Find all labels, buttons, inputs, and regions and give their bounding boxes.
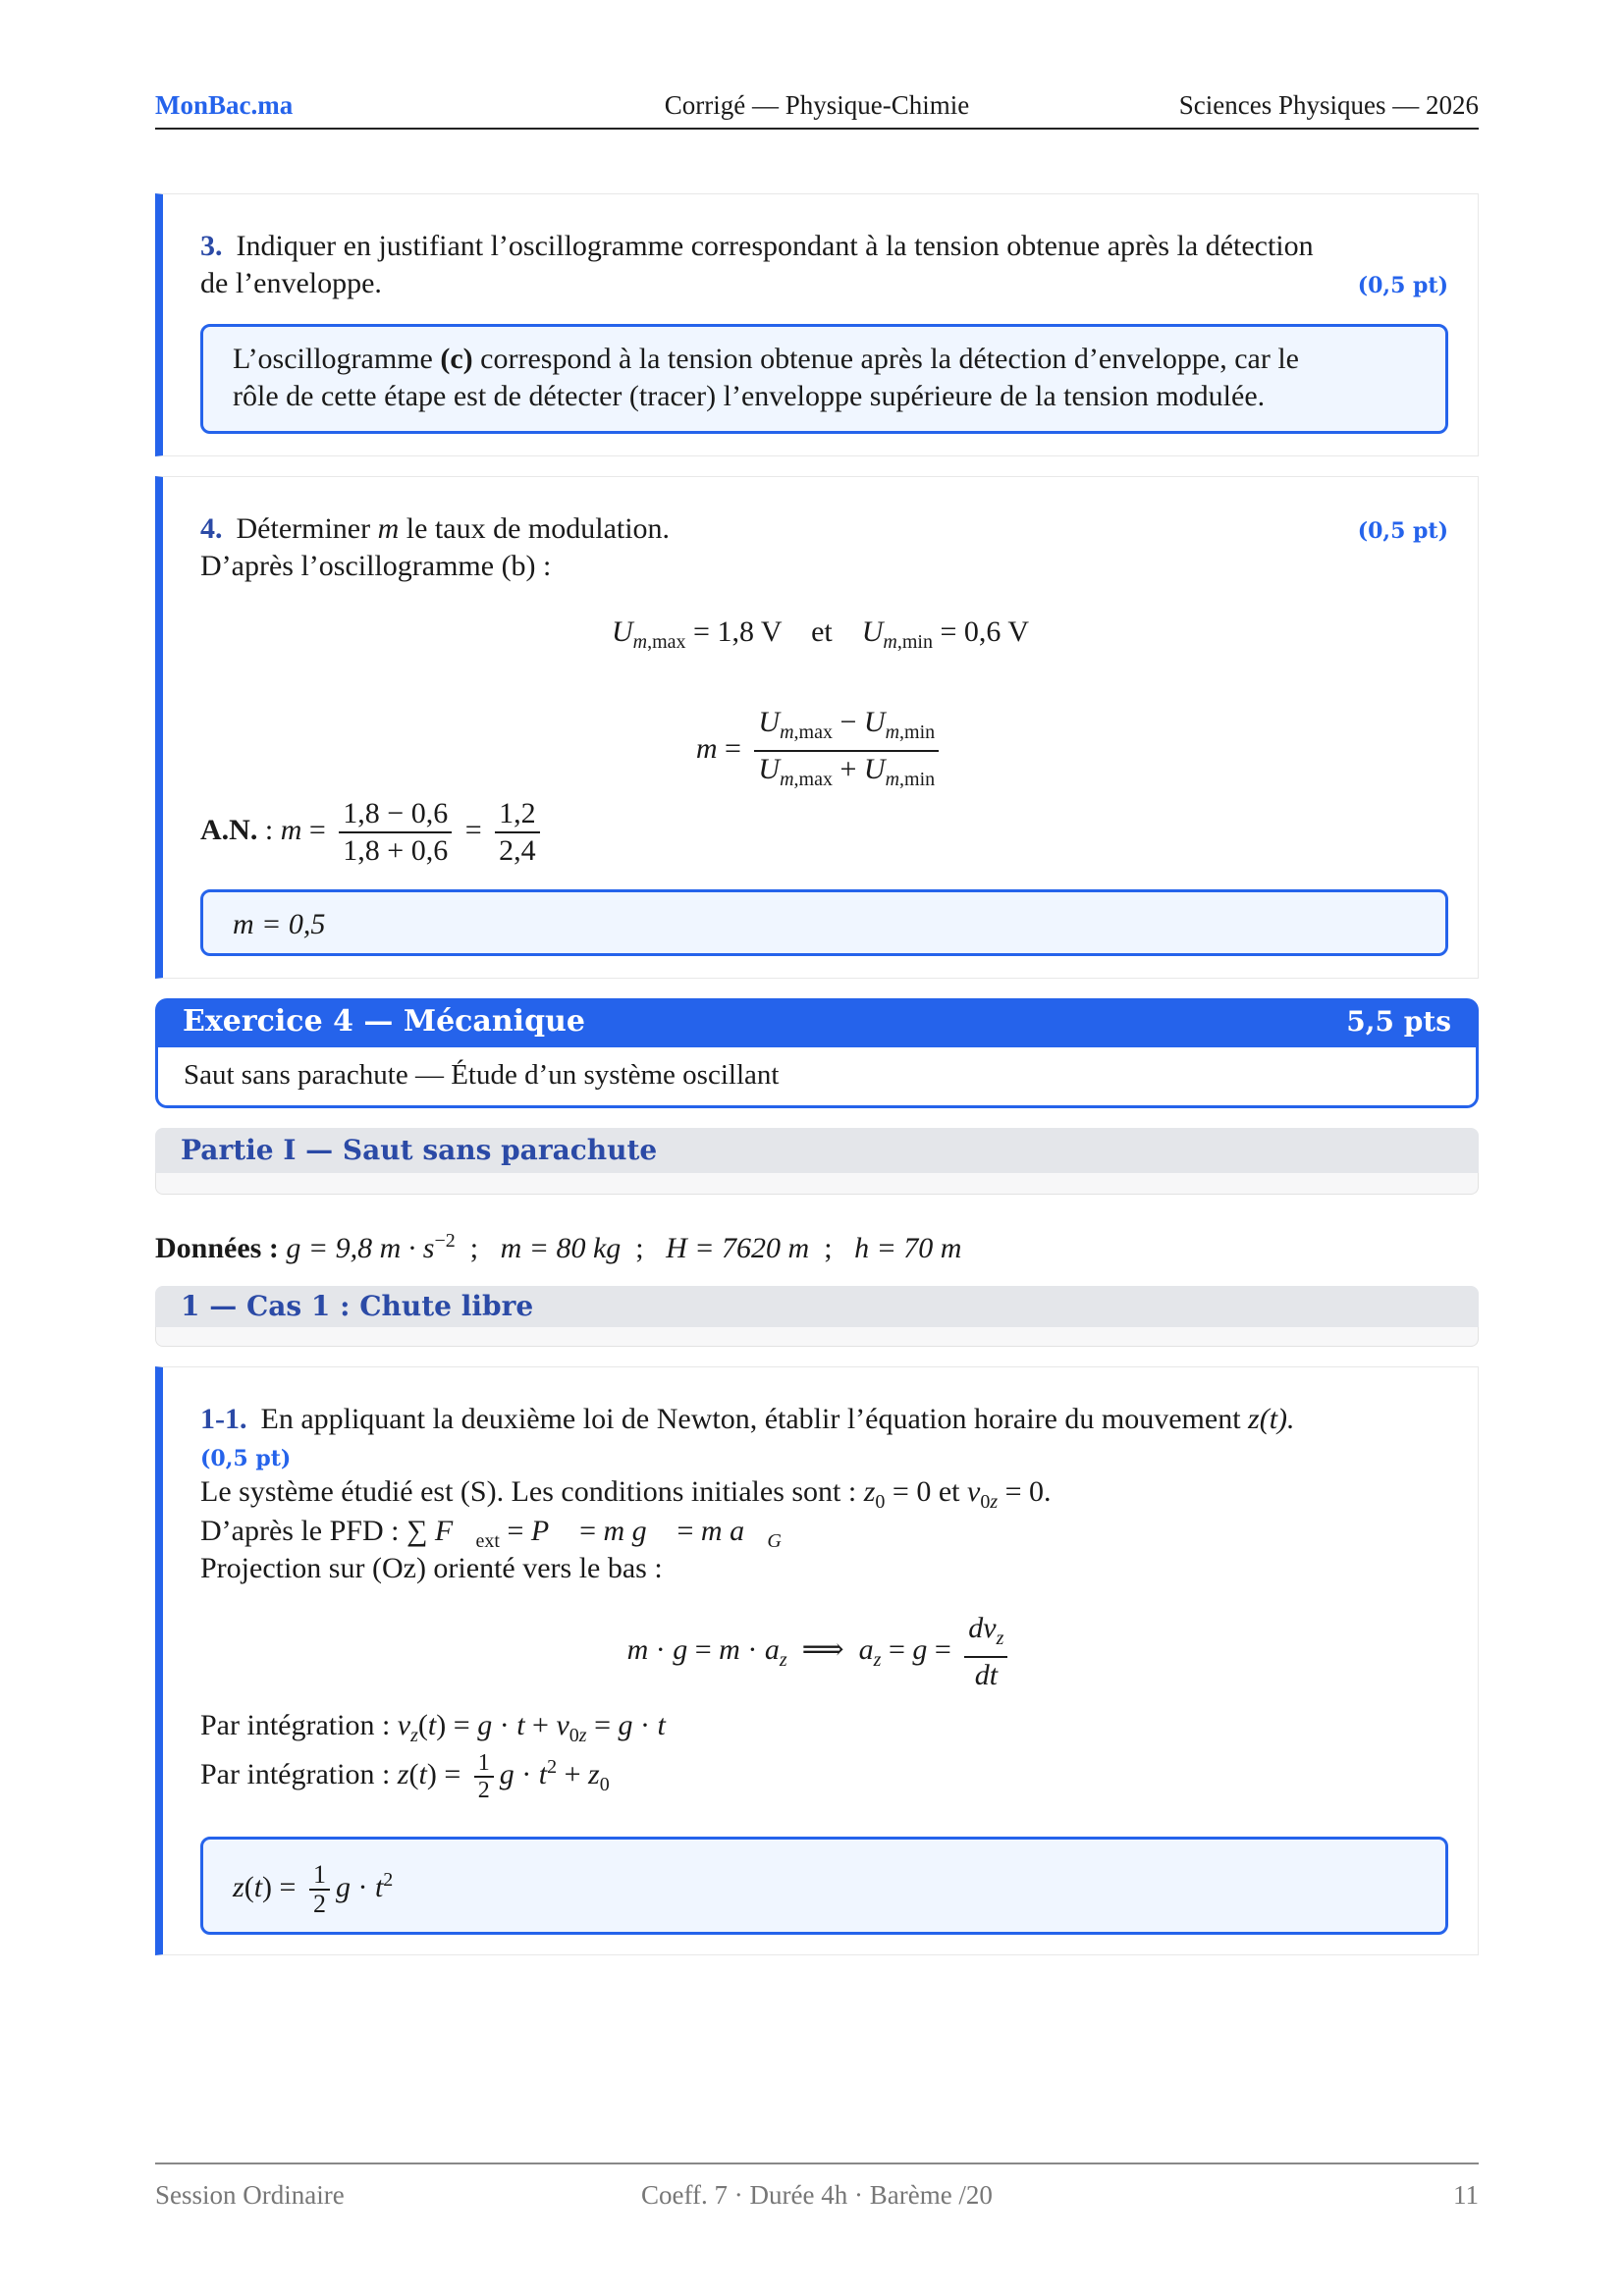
answer-highlight: (c)	[440, 343, 473, 375]
part-heading	[155, 1128, 1479, 1173]
page-header	[155, 90, 1479, 130]
zt-expression: z(t).	[1248, 1403, 1295, 1435]
initial-conditions: Le système étudié est (S). Les conditions initiales sont : $z_0 = 0$ et $v_{0z} = 0$.	[200, 1475, 1052, 1513]
question-number: 1-1.	[200, 1403, 247, 1435]
projection-line	[200, 1550, 1448, 1587]
given-data-line: Données : g = 9,8 $m \cdot s^{-2}$ ; m = 80 kg ; H = 7620 m ; h = 70 m	[155, 1230, 962, 1264]
result-box	[200, 889, 1448, 956]
data-m: m = 80 kg	[500, 1232, 622, 1264]
data-source-text: D’après l’oscillogramme (b) :	[200, 550, 552, 582]
projection-text: Projection sur (Oz) orienté vers le bas :	[200, 1552, 663, 1584]
data-label: Données :	[155, 1232, 279, 1264]
session-label: Session Ordinaire	[155, 2180, 345, 2210]
and-word: et	[811, 615, 833, 648]
section-year: Sciences Physiques — 2026	[1178, 90, 1479, 120]
result-text: m = 0,5	[233, 908, 326, 940]
case-title: 1 — Cas 1 : Chute libre	[181, 1290, 534, 1322]
initial-conditions-text: Le système étudié est (S). Les conditions initiales sont :	[200, 1475, 857, 1508]
case-heading	[155, 1286, 1479, 1327]
answer-text-cont: correspond à la tension obtenue après la détection d’enveloppe, car le	[480, 343, 1299, 375]
question-3-box	[155, 193, 1479, 456]
an-numerator: 1,8 − 0,6	[339, 796, 452, 833]
answer-text: L’oscillogramme	[233, 343, 433, 375]
question-1-1-text	[200, 1401, 1448, 1438]
result-box: z(t) = $\frac{1}{2}$ $g \cdot t^2$	[200, 1837, 1448, 1935]
question-4-text-line1	[200, 510, 1448, 548]
data-g-exponent: −2	[434, 1230, 456, 1252]
document-title: Corrigé — Physique-Chimie	[664, 90, 970, 120]
part-title: Partie I — Saut sans parachute	[181, 1134, 658, 1166]
question-text-cont: de l’enveloppe.	[200, 267, 382, 299]
question-3-text-line2	[200, 265, 1448, 302]
exam-info: Coeff. 7 · Durée 4h · Barème /20	[641, 2180, 993, 2210]
page-footer	[155, 2163, 1479, 2210]
question-number: 4.	[200, 512, 223, 545]
measured-values-equation: $U_{m,max} = 1,8$ V et $U_{m,min} = 0,6$ V	[611, 615, 1030, 653]
velocity-integration: Par intégration : $v_z(t) = g \cdot t + v_{0z} = g \cdot t$	[200, 1709, 666, 1746]
case-body	[155, 1327, 1479, 1347]
question-4-text-line2	[200, 548, 1448, 585]
an-denominator-2: 2,4	[499, 834, 536, 867]
data-H: H = 7620 m	[666, 1232, 810, 1264]
umax-value: 1,8 V	[717, 615, 783, 648]
exercise-points: 5,5 pts	[1346, 1005, 1451, 1038]
question-3-text-line1	[200, 228, 1448, 265]
data-h: h = 70 m	[854, 1232, 962, 1264]
question-text: En appliquant la deuxième loi de Newton, établir l’équation horaire du mouvement	[260, 1403, 1241, 1435]
answer-text-line2: rôle de cette étape est de détecter (tracer) l’enveloppe supérieure de la tension modulée.	[233, 380, 1266, 412]
points-badge: (0,5 pt)	[200, 1446, 292, 1471]
pfd-label: D’après le PFD :	[200, 1515, 400, 1547]
an-label: A.N.	[200, 813, 258, 846]
exercise-subtitle-box	[155, 1047, 1479, 1108]
question-4-box	[155, 476, 1479, 979]
exercise-subtitle: Saut sans parachute — Étude d’un système oscillant	[184, 1059, 780, 1091]
position-integration: Par intégration : z(t) = $\frac{1}{2}$ $g \cdot t^2 + z_0$	[200, 1750, 610, 1804]
points-badge: (0,5 pt)	[1357, 518, 1448, 544]
modulation-formula: m = $\frac{U_{m,max} - U_{m,min}}{U_{m,max} + U_{m,min}}$	[163, 705, 1478, 797]
variable-m: m	[377, 512, 400, 545]
answer-box	[200, 324, 1448, 434]
an-numerator-2: 1,2	[495, 796, 540, 833]
question-text-end: le taux de modulation.	[406, 512, 671, 545]
site-name[interactable]: MonBac.ma	[155, 90, 294, 120]
question-number: 3.	[200, 230, 223, 262]
exercise-header	[155, 998, 1479, 1047]
data-g: g = 9,8 m · s	[286, 1232, 435, 1264]
integration-label-2: Par intégration :	[200, 1758, 391, 1790]
numerical-application: A.N. : m = $\frac{1,8 - 0,6}{1,8 + 0,6}$ = $\frac{1,2}{2,4}$	[200, 796, 1448, 869]
pfd-line: D’après le PFD : ∑ $F⃗_{ext}$ = P⃗ = m g⃗ = m $a⃗_G$	[200, 1515, 782, 1552]
question-1-1-box	[155, 1366, 1479, 1955]
an-denominator: 1,8 + 0,6	[343, 834, 449, 867]
question-text: Indiquer en justifiant l’oscillogramme correspondant à la tension obtenue après la détection	[236, 230, 1314, 262]
exercise-title: Exercice 4 — Mécanique	[183, 1004, 585, 1039]
integration-label: Par intégration :	[200, 1709, 391, 1741]
question-text: Déterminer	[236, 512, 371, 545]
part-body	[155, 1173, 1479, 1195]
newton-projection-equation: $m \cdot g = m \cdot a_z$ ⟹ $a_z = g$ = $\frac{dv_z}{dt}$	[163, 1611, 1478, 1693]
points-badge: (0,5 pt)	[1357, 273, 1448, 298]
page-number: 11	[1453, 2180, 1479, 2210]
umin-value: 0,6 V	[963, 615, 1030, 648]
